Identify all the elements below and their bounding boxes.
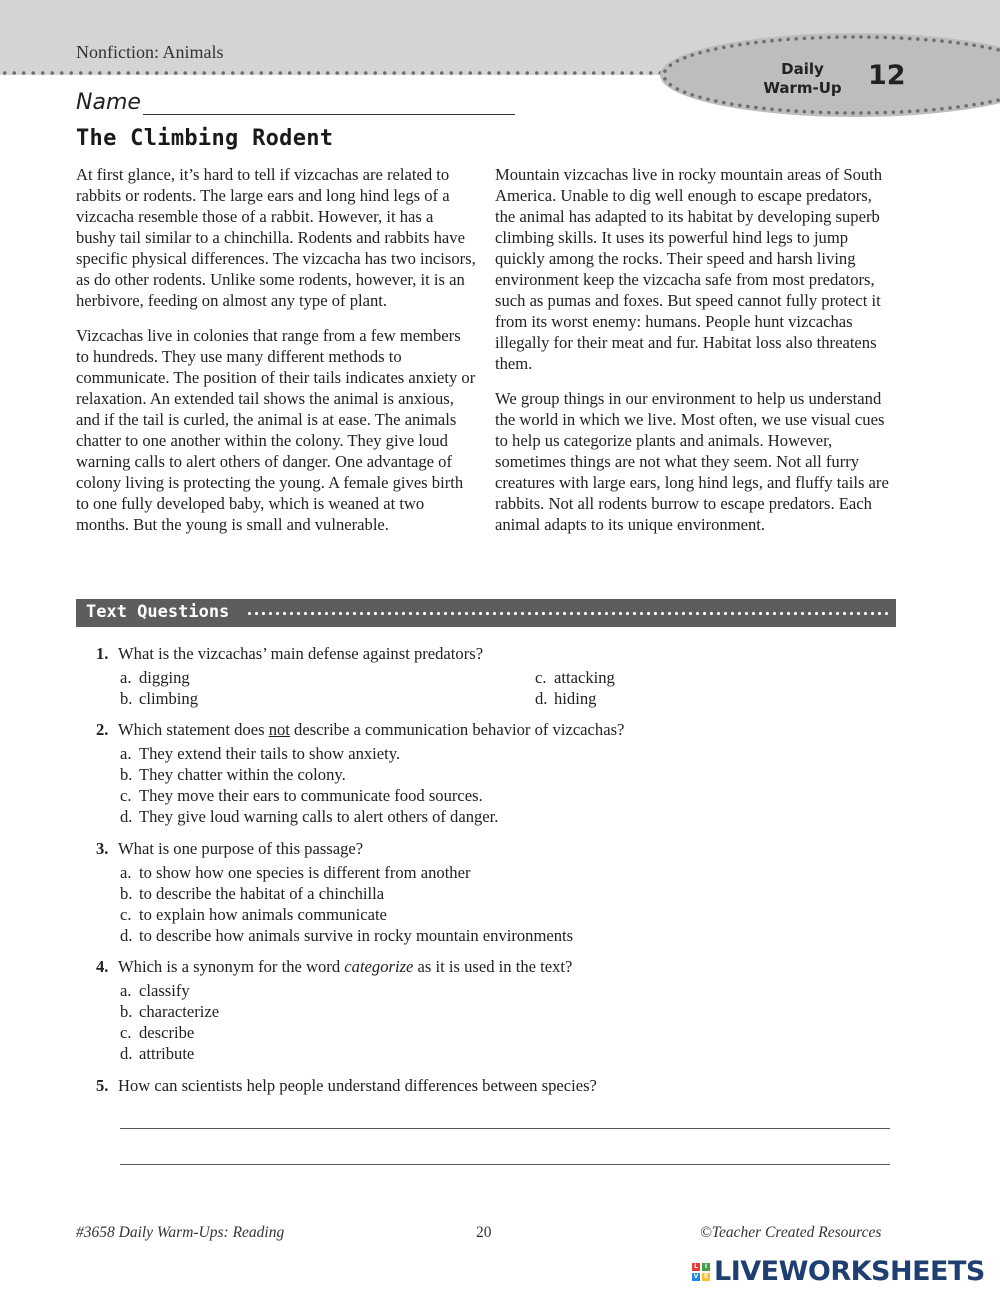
q4-option-d[interactable]: [120, 1044, 194, 1064]
q1-option-a[interactable]: [120, 668, 190, 688]
option-text: climbing: [139, 689, 198, 708]
question-1: [96, 644, 483, 664]
q4-option-c[interactable]: [120, 1023, 194, 1043]
paragraph: Vizcachas live in colonies that range from a few members to hundreds. They use many different methods to communicate. The position of their tails indicates anxiety or relaxation. An extended tail shows the animal is anxious, and if the tail is curled, the animal is at ease. The animals chatter to one another within the colony. They give loud warning calls to alert others of danger. One advantage of colony living is protecting the young. A female gives birth to one fully developed baby, which is weaned at two months. But the young is small and vulnerable.: [76, 326, 476, 534]
option-text: They extend their tails to show anxiety.: [139, 744, 401, 763]
q1-option-c[interactable]: [535, 668, 615, 688]
text-questions-dots: [246, 611, 888, 616]
q2-option-a[interactable]: [120, 744, 400, 764]
liveworksheets-blocks-icon: [692, 1263, 710, 1281]
question-number: 3.: [96, 839, 109, 858]
article-title: The Climbing Rodent: [76, 126, 334, 151]
question-number: 2.: [96, 720, 109, 739]
option-text: characterize: [139, 1002, 220, 1021]
logo-block-l: L: [692, 1263, 700, 1271]
option-text: classify: [139, 981, 190, 1000]
q4-option-b[interactable]: [120, 1002, 219, 1022]
option-letter: a.: [120, 744, 132, 763]
option-text: They give loud warning calls to alert others of danger.: [139, 807, 499, 826]
option-letter: a.: [120, 668, 132, 687]
warmup-label-line1: Daily: [781, 60, 824, 78]
logo-block-e: E: [703, 1273, 709, 1280]
question-3: [96, 839, 363, 859]
option-letter: b.: [120, 884, 133, 903]
option-letter: d.: [120, 807, 133, 826]
logo-block-i: I: [702, 1263, 710, 1271]
option-text: They chatter within the colony.: [139, 765, 346, 784]
option-text: attacking: [554, 668, 615, 687]
option-letter: c.: [120, 905, 132, 924]
q2-option-c[interactable]: [120, 786, 483, 806]
option-letter: b.: [120, 765, 133, 784]
text-questions-label: Text Questions: [86, 602, 230, 622]
question-2: [96, 720, 624, 740]
article-right-column: [495, 164, 895, 549]
question-number: 5.: [96, 1076, 109, 1095]
q2-option-d[interactable]: [120, 807, 498, 827]
question-text: Which is a synonym for the word: [118, 957, 345, 976]
logo-block-v: V: [693, 1273, 699, 1280]
paragraph: Mountain vizcachas live in rocky mountain areas of South America. Unable to dig well enough to escape predators, the animal has adapted to its habitat by developing superb climbing skills. It uses its powerful hind legs to jump quickly among the rocks. Their speed and harsh living environment keep the vizcacha safe from most predators, such as pumas and foxes. But speed cannot fully protect it from its worst enemy: humans. People hunt vizcachas illegally for their meat and fur. Habitat loss also threatens them.: [495, 165, 883, 373]
option-letter: c.: [535, 668, 547, 687]
footer-book-title: #3658 Daily Warm-Ups: Reading: [76, 1224, 285, 1241]
answer-line-2[interactable]: [120, 1164, 890, 1165]
option-letter: d.: [120, 926, 133, 945]
option-text: to describe how animals survive in rocky mountain environments: [139, 926, 574, 945]
article-left-column: [76, 164, 476, 549]
footer-page-number: 20: [476, 1224, 492, 1241]
option-text: to describe the habitat of a chinchilla: [139, 884, 385, 903]
option-text: hiding: [554, 689, 597, 708]
category-label: Nonfiction: Animals: [76, 42, 224, 62]
paragraph: We group things in our environment to help us understand the world in which we live. Most often, we use visual cues to help us categorize plants and animals. However, sometimes things are not what they seem. Not all furry creatures with large ears, long hind legs, and fluffy tails are rabbits. Not all rodents burrow to escape predators. Each animal adapts to its unique environment.: [495, 389, 889, 534]
name-blank-line[interactable]: [143, 96, 515, 115]
q3-option-a[interactable]: [120, 863, 471, 883]
question-4: [96, 957, 572, 977]
q4-option-a[interactable]: [120, 981, 190, 1001]
question-text: What is one purpose of this passage?: [118, 839, 364, 858]
question-number: 4.: [96, 957, 109, 976]
option-text: describe: [139, 1023, 195, 1042]
question-text-underlined: not: [268, 720, 290, 739]
liveworksheets-text: LIVEWORKSHEETS: [714, 1256, 985, 1287]
option-letter: a.: [120, 981, 132, 1000]
header-dotted-rule: [0, 70, 700, 76]
name-field[interactable]: [76, 90, 515, 115]
question-number: 1.: [96, 644, 109, 663]
q3-option-b[interactable]: [120, 884, 384, 904]
paragraph: At first glance, it’s hard to tell if vizcachas are related to rabbits or rodents. The large ears and long hind legs of a vizcacha resemble those of a rabbit. However, it has a bushy tail similar to a chinchilla. Rodents and rabbits have specific physical differences. The vizcacha has two incisors, as do other rodents. Unlike some rodents, however, it is an herbivore, feeding on almost any type of plant.: [76, 165, 476, 310]
q2-option-b[interactable]: [120, 765, 346, 785]
question-5: [96, 1076, 597, 1096]
q3-option-c[interactable]: [120, 905, 387, 925]
name-label: Name: [76, 90, 141, 115]
footer-copyright: ©Teacher Created Resources: [700, 1224, 882, 1241]
warmup-label-line2: Warm-Up: [763, 79, 842, 97]
answer-line-1[interactable]: [120, 1128, 890, 1129]
question-text: How can scientists help people understand differences between species?: [118, 1076, 597, 1095]
warmup-label: [755, 60, 850, 98]
option-letter: d.: [535, 689, 548, 708]
option-text: digging: [139, 668, 190, 687]
option-text: attribute: [139, 1044, 195, 1063]
option-text: to show how one species is different from another: [139, 863, 471, 882]
question-text: What is the vizcachas’ main defense against predators?: [118, 644, 484, 663]
q1-option-b[interactable]: [120, 689, 198, 709]
question-text-italic: categorize: [344, 957, 414, 976]
option-letter: d.: [120, 1044, 133, 1063]
text-questions-bar: [76, 599, 896, 627]
option-text: They move their ears to communicate food sources.: [139, 786, 483, 805]
question-text: as it is used in the text?: [413, 957, 573, 976]
option-letter: c.: [120, 786, 132, 805]
question-text: Which statement does: [118, 720, 269, 739]
q1-option-d[interactable]: [535, 689, 596, 709]
option-text: to explain how animals communicate: [139, 905, 387, 924]
option-letter: a.: [120, 863, 132, 882]
question-text: describe a communication behavior of vizcachas?: [289, 720, 625, 739]
q3-option-d[interactable]: [120, 926, 573, 946]
option-letter: b.: [120, 689, 133, 708]
option-letter: b.: [120, 1002, 133, 1021]
liveworksheets-logo: [692, 1256, 985, 1287]
warmup-number: 12: [868, 60, 906, 91]
option-letter: c.: [120, 1023, 132, 1042]
